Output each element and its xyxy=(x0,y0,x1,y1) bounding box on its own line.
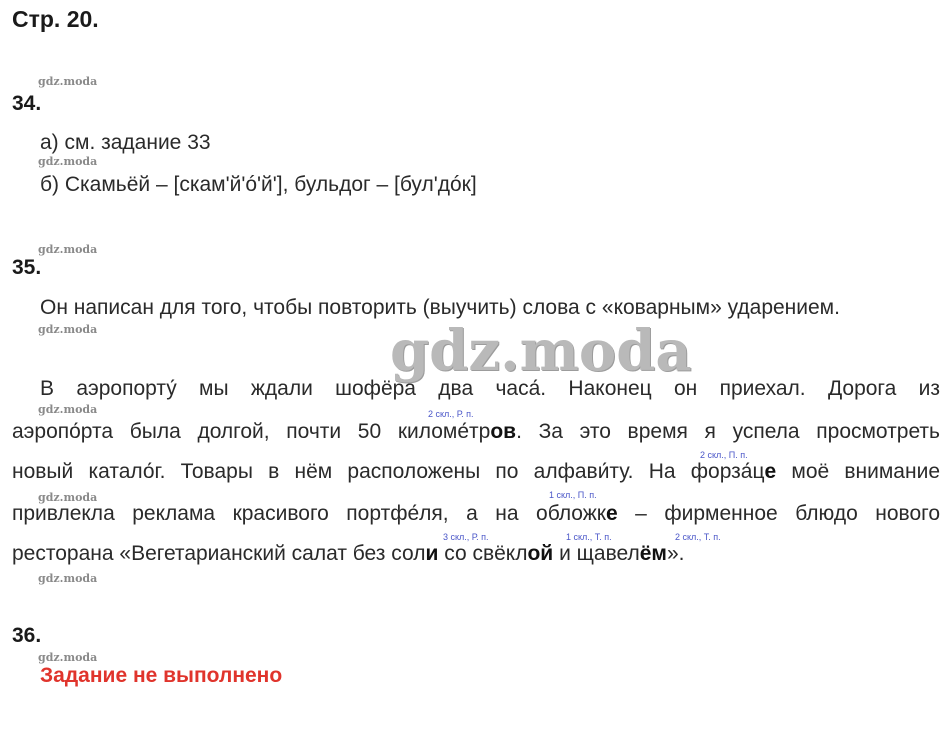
watermark-large: gdz.moda xyxy=(390,318,692,384)
task35-paragraph-line-5: ресторана «Вегетарианский салат без соли со свёклой и щавелём». xyxy=(12,542,685,565)
watermark: gdz.moda xyxy=(38,651,98,664)
task34-line-a: а) см. задание 33 xyxy=(40,131,211,154)
case-annotation: 1 скл., П. п. xyxy=(549,490,597,500)
watermark: gdz.moda xyxy=(38,323,98,336)
case-annotation: 1 скл., Т. п. xyxy=(566,532,612,542)
task35-paragraph-line-2: аэропо́рта была долгой, почти 50 киломе́тров. За это время я успела просмотреть xyxy=(12,420,940,443)
watermark: gdz.moda xyxy=(38,491,98,504)
task34-line-b: б) Скамьёй – [скам'й'ó'й'], бульдог – [бул'дóк] xyxy=(40,173,477,196)
case-annotation: 2 скл., П. п. xyxy=(700,450,748,460)
page-title: Стр. 20. xyxy=(12,6,99,32)
watermark: gdz.moda xyxy=(38,243,98,256)
case-annotation: 3 скл., Р. п. xyxy=(443,532,489,542)
task35-paragraph-line-1: В аэропорту́ мы ждали шофёра два часа́. Наконец он приехал. Дорога из xyxy=(40,377,940,400)
task-number-36: 36. xyxy=(12,624,42,647)
task35-paragraph-line-4: привлекла реклама красивого портфе́ля, а на обложке – фирменное блюдо нового xyxy=(12,502,940,525)
case-annotation: 2 скл., Т. п. xyxy=(675,532,721,542)
task-number-34: 34. xyxy=(12,92,42,115)
case-annotation: 2 скл., Р. п. xyxy=(428,409,474,419)
task-status-not-done: Задание не выполнено xyxy=(40,664,283,687)
task35-paragraph-line-3: новый катало́г. Товары в нём расположены по алфави́ту. На форза́це моё внимание xyxy=(12,460,940,483)
task35-intro: Он написан для того, чтобы повторить (выучить) слова с «коварным» ударением. xyxy=(40,296,840,319)
task-number-35: 35. xyxy=(12,256,42,279)
watermark: gdz.moda xyxy=(38,155,98,168)
watermark: gdz.moda xyxy=(38,75,98,88)
watermark: gdz.moda xyxy=(38,403,98,416)
watermark: gdz.moda xyxy=(38,572,98,585)
